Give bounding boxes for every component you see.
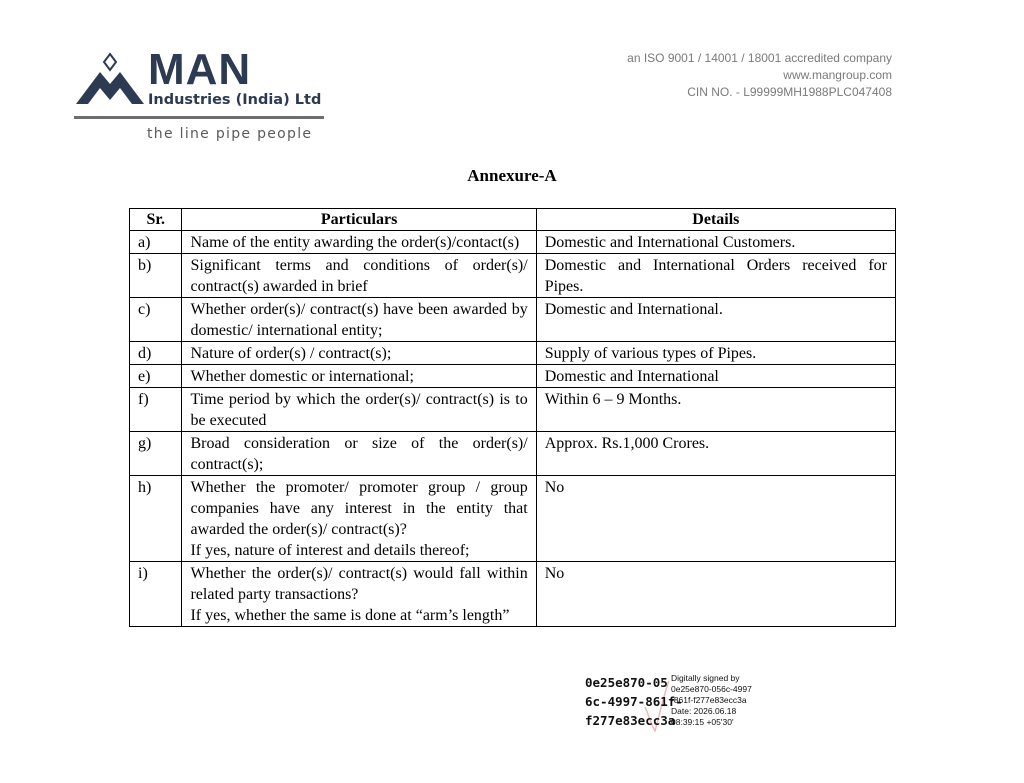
table-row <box>130 388 896 432</box>
row-sr: c) <box>130 298 182 342</box>
table-row <box>130 342 896 365</box>
digital-signature <box>583 673 783 733</box>
row-sr: d) <box>130 342 182 365</box>
row-details: No <box>536 476 895 562</box>
website-link[interactable]: www.mangroup.com <box>783 68 892 82</box>
row-details: Approx. Rs.1,000 Crores. <box>536 432 895 476</box>
particulars-text: Broad consideration or size of the order(s)/ contract(s); <box>190 435 528 473</box>
document-title: Annexure-A <box>467 166 557 185</box>
header-sr: Sr. <box>130 209 182 231</box>
row-details: No <box>536 562 895 627</box>
man-logo-icon <box>74 50 146 106</box>
company-logo <box>74 44 334 154</box>
company-info <box>627 50 892 101</box>
row-particulars <box>182 254 536 298</box>
table-row <box>130 231 896 254</box>
signature-info-line: 0e25e870-056c-4997 <box>671 684 752 694</box>
particulars-text: Whether the promoter/ promoter group / group companies have any interest in the entity that awarded the order(s)/ contract(s)? <box>190 479 528 538</box>
signature-id-line: 6c-4997-861f- <box>585 694 683 709</box>
row-particulars <box>182 298 536 342</box>
row-details: Domestic and International Customers. <box>536 231 895 254</box>
table-body <box>130 231 896 627</box>
row-particulars <box>182 231 536 254</box>
row-sr: a) <box>130 231 182 254</box>
particulars-text: Significant terms and conditions of order(s)/ contract(s) awarded in brief <box>190 257 528 295</box>
logo-subtitle: Industries (India) Ltd <box>148 92 322 108</box>
table-row <box>130 476 896 562</box>
logo-tagline: the line pipe people <box>147 126 313 142</box>
particulars-text: Whether the order(s)/ contract(s) would fall within related party transactions? <box>190 565 528 603</box>
table-row <box>130 298 896 342</box>
cin-number: CIN NO. - L99999MH1988PLC047408 <box>687 85 892 99</box>
particulars-text: Name of the entity awarding the order(s)/contact(s) <box>190 234 520 251</box>
table-header-row <box>130 209 896 231</box>
table-row <box>130 365 896 388</box>
row-details: Supply of various types of Pipes. <box>536 342 895 365</box>
row-particulars <box>182 432 536 476</box>
row-details: Domestic and International. <box>536 298 895 342</box>
row-details: Domestic and International <box>536 365 895 388</box>
row-sr: f) <box>130 388 182 432</box>
signature-info-line: Date: 2026.06.18 <box>671 706 737 716</box>
header-particulars: Particulars <box>182 209 536 231</box>
row-sr: h) <box>130 476 182 562</box>
row-particulars <box>182 365 536 388</box>
table-row <box>130 562 896 627</box>
annexure-table <box>129 208 896 627</box>
signature-info <box>671 673 752 728</box>
particulars-text: Nature of order(s) / contract(s); <box>190 345 392 362</box>
table-row <box>130 432 896 476</box>
row-sr: e) <box>130 365 182 388</box>
row-details: Domestic and International Orders received for Pipes. <box>536 254 895 298</box>
signature-info-line: Digitally signed by <box>671 673 740 683</box>
header-details: Details <box>536 209 895 231</box>
row-sr: b) <box>130 254 182 298</box>
row-sr: i) <box>130 562 182 627</box>
row-particulars <box>182 562 536 627</box>
signature-info-line: 08:39:15 +05'30' <box>671 717 734 727</box>
logo-wordmark: MAN <box>148 45 252 94</box>
certification-text: an ISO 9001 / 14001 / 18001 accredited company <box>627 51 892 65</box>
particulars-text: If yes, whether the same is done at “arm’s length” <box>190 607 510 624</box>
table-row <box>130 254 896 298</box>
signature-id-line: 0e25e870-05 <box>585 675 668 690</box>
particulars-text: Whether order(s)/ contract(s) have been awarded by domestic/ international entity; <box>190 301 528 339</box>
logo-divider <box>74 116 324 119</box>
row-details: Within 6 – 9 Months. <box>536 388 895 432</box>
row-particulars <box>182 476 536 562</box>
signature-info-line: -861f-f277e83ecc3a <box>671 695 747 705</box>
row-particulars <box>182 388 536 432</box>
particulars-text: Time period by which the order(s)/ contract(s) is to be executed <box>190 391 528 429</box>
signature-id <box>585 673 683 730</box>
particulars-text: If yes, nature of interest and details thereof; <box>190 542 470 559</box>
signature-id-line: f277e83ecc3a <box>585 713 676 728</box>
row-sr: g) <box>130 432 182 476</box>
particulars-text: Whether domestic or international; <box>190 368 414 385</box>
row-particulars <box>182 342 536 365</box>
